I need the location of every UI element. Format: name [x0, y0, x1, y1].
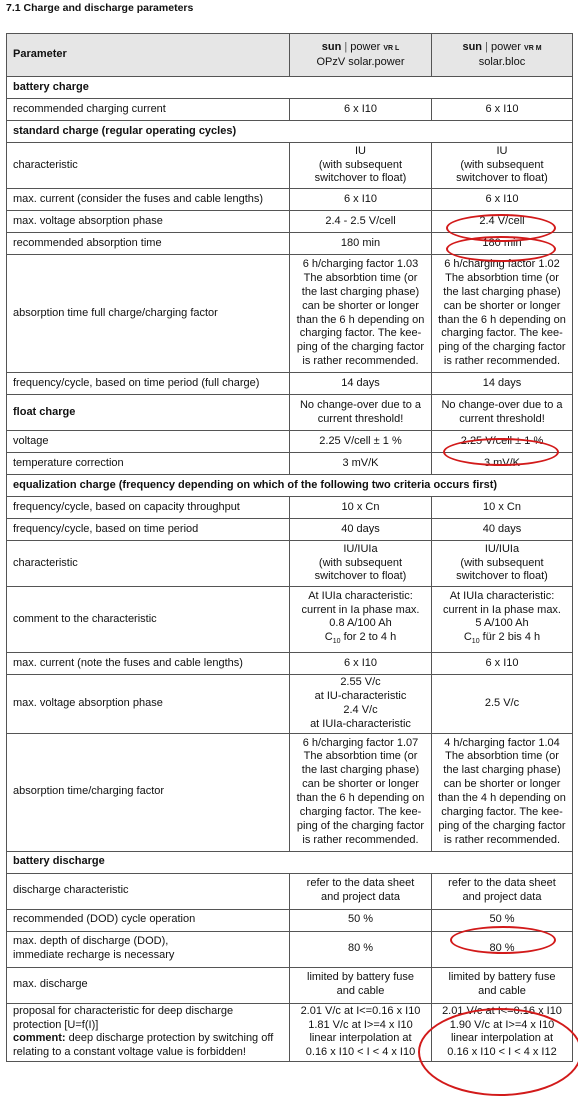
value-cell-product-2: refer to the data sheet and project data [432, 873, 573, 909]
section-heading: battery discharge [7, 851, 573, 873]
value-cell-product-2: 2.5 V/c [432, 675, 573, 734]
value-cell-product-1: refer to the data sheet and project data [290, 873, 432, 909]
parameter-cell: absorption time full charge/charging factor [7, 255, 290, 373]
value-cell-product-2: 6 x I10 [432, 99, 573, 121]
parameter-cell: max. current (consider the fuses and cable lengths) [7, 189, 290, 211]
parameter-cell: proposal for characteristic for deep discharge protection [U=f(I)] comment: deep discharge protection by switching off relating to a constant voltage value is forbidden! [7, 1003, 290, 1062]
value-cell-product-2: At IUIa characteristic: current in Ia phase max. 5 A/100 Ah $C_{10}$ für 2 bis 4 h [432, 587, 573, 653]
value-cell-product-1: 180 min [290, 233, 432, 255]
table-row [7, 233, 573, 255]
value-cell-product-1: 10 x Cn [290, 497, 432, 519]
table-header-row [7, 34, 573, 77]
table-row [7, 189, 573, 211]
value-cell-product-1: 2.25 V/cell ± 1 % [290, 431, 432, 453]
comment-label: comment: [13, 1032, 66, 1045]
section-row [7, 77, 573, 99]
table-row [7, 143, 573, 189]
value-cell-product-2: IU/IUIa (with subsequent switchover to float) [432, 541, 573, 587]
value-cell-product-2: 4 h/charging factor 1.04 The absorbtion time (or the last charging phase) can be shorter or longer than the 4 h depending on charging factor. The kee- ping of the charging factor is rather recommended. [432, 733, 573, 851]
value-cell-product-2: 2.4 V/cell [432, 211, 573, 233]
parameter-cell: max. voltage absorption phase [7, 675, 290, 734]
parameters-table [6, 33, 573, 1062]
value-cell-product-2: 6 x I10 [432, 189, 573, 211]
value-cell-product-1: limited by battery fuse and cable [290, 967, 432, 1003]
table-row [7, 99, 573, 121]
parameter-cell: characteristic [7, 541, 290, 587]
table-row [7, 587, 573, 653]
table-row [7, 497, 573, 519]
value-cell-product-2: 6 h/charging factor 1.02 The absorbtion time (or the last charging phase) can be shorter or longer than the 6 h depending on charging factor. The kee- ping of the charging factor is rather recommended. [432, 255, 573, 373]
header-model-1: OPzV solar.power [316, 55, 405, 68]
table-row [7, 1003, 573, 1062]
table-row [7, 431, 573, 453]
parameter-cell: max. discharge [7, 967, 290, 1003]
value-cell-product-1: IU/IUIa (with subsequent switchover to float) [290, 541, 432, 587]
value-cell-product-2: 50 % [432, 909, 573, 931]
value-cell-product-1: 80 % [290, 931, 432, 967]
section-row [7, 851, 573, 873]
table-row [7, 453, 573, 475]
table-row [7, 653, 573, 675]
header-parameter: Parameter [7, 34, 290, 77]
parameter-cell: float charge [7, 395, 290, 431]
value-cell-product-1: 6 x I10 [290, 653, 432, 675]
parameter-cell: max. current (note the fuses and cable lengths) [7, 653, 290, 675]
value-cell-product-2: IU (with subsequent switchover to float) [432, 143, 573, 189]
value-cell-product-2: 14 days [432, 373, 573, 395]
value-cell-product-1: 14 days [290, 373, 432, 395]
parameter-cell: voltage [7, 431, 290, 453]
section-heading: battery charge [7, 77, 573, 99]
table-row [7, 541, 573, 587]
table-row [7, 873, 573, 909]
value-cell-product-1: 40 days [290, 519, 432, 541]
parameter-cell: recommended (DOD) cycle operation [7, 909, 290, 931]
header-product-2: sun | power VR M solar.bloc [432, 34, 573, 77]
table-row [7, 931, 573, 967]
table-row [7, 733, 573, 851]
value-cell-product-2: 2.01 V/c at I<=0.16 x I10 1.90 V/c at I>=4 x I10 linear interpolation at 0.16 x I10 < I < 4 x I12 [432, 1003, 573, 1062]
section-heading: equalization charge (frequency depending on which of the following two criteria occurs first) [7, 475, 573, 497]
value-cell-product-1: 6 h/charging factor 1.07 The absorbtion time (or the last charging phase) can be shorter or longer than the 6 h depending on charging factor. The kee- ping of the charging factor is rather recommended. [290, 733, 432, 851]
parameter-cell: recommended absorption time [7, 233, 290, 255]
parameter-cell: discharge characteristic [7, 873, 290, 909]
table-row [7, 967, 573, 1003]
parameter-cell: frequency/cycle, based on time period (full charge) [7, 373, 290, 395]
parameter-cell: temperature correction [7, 453, 290, 475]
header-product-1: sun | power VR L OPzV solar.power [290, 34, 432, 77]
table-row [7, 211, 573, 233]
table-row [7, 373, 573, 395]
parameter-cell: recommended charging current [7, 99, 290, 121]
section-heading: standard charge (regular operating cycles) [7, 121, 573, 143]
parameter-cell: absorption time/charging factor [7, 733, 290, 851]
parameter-cell: comment to the characteristic [7, 587, 290, 653]
value-cell-product-2: 40 days [432, 519, 573, 541]
value-cell-product-1: 6 x I10 [290, 189, 432, 211]
value-cell-product-2: 3 mV/K [432, 453, 573, 475]
value-cell-product-2: 10 x Cn [432, 497, 573, 519]
value-cell-product-2: 2.25 V/cell ± 1 % [432, 431, 573, 453]
table-row [7, 909, 573, 931]
value-cell-product-1: No change-over due to a current threshold! [290, 395, 432, 431]
section-row [7, 475, 573, 497]
parameter-cell: characteristic [7, 143, 290, 189]
section-title: 7.1 Charge and discharge parameters [6, 2, 194, 14]
parameter-cell: max. voltage absorption phase [7, 211, 290, 233]
value-cell-product-1: 6 x I10 [290, 99, 432, 121]
table-row [7, 395, 573, 431]
value-cell-product-1: 6 h/charging factor 1.03 The absorbtion time (or the last charging phase) can be shorter or longer than the 6 h depending on charging factor. The kee- ping of the charging factor is rather recommended. [290, 255, 432, 373]
table-row [7, 519, 573, 541]
value-cell-product-1: 3 mV/K [290, 453, 432, 475]
value-cell-product-1: IU (with subsequent switchover to float) [290, 143, 432, 189]
value-cell-product-2: No change-over due to a current threshold! [432, 395, 573, 431]
value-cell-product-1: 2.01 V/c at I<=0.16 x I10 1.81 V/c at I>=4 x I10 linear interpolation at 0.16 x I10 < I < 4 x I10 [290, 1003, 432, 1062]
value-cell-product-2: 80 % [432, 931, 573, 967]
table-row [7, 255, 573, 373]
value-cell-product-2: 180 min [432, 233, 573, 255]
parameter-cell: frequency/cycle, based on time period [7, 519, 290, 541]
comment-text: deep discharge protection by switching off relating to a constant voltage value is forbidden! [13, 1032, 274, 1059]
table-row [7, 675, 573, 734]
value-cell-product-1: 2.55 V/c at IU-characteristic 2.4 V/c at IUIa-characteristic [290, 675, 432, 734]
header-model-2: solar.bloc [478, 55, 526, 68]
value-cell-product-2: 6 x I10 [432, 653, 573, 675]
value-cell-product-1: 50 % [290, 909, 432, 931]
value-cell-product-2: limited by battery fuse and cable [432, 967, 573, 1003]
parameter-cell: max. depth of discharge (DOD), immediate recharge is necessary [7, 931, 290, 967]
value-cell-product-1: 2.4 - 2.5 V/cell [290, 211, 432, 233]
parameter-cell: frequency/cycle, based on capacity throughput [7, 497, 290, 519]
section-row [7, 121, 573, 143]
value-cell-product-1: At IUIa characteristic: current in Ia phase max. 0.8 A/100 Ah $C_{10}$ for 2 to 4 h [290, 587, 432, 653]
